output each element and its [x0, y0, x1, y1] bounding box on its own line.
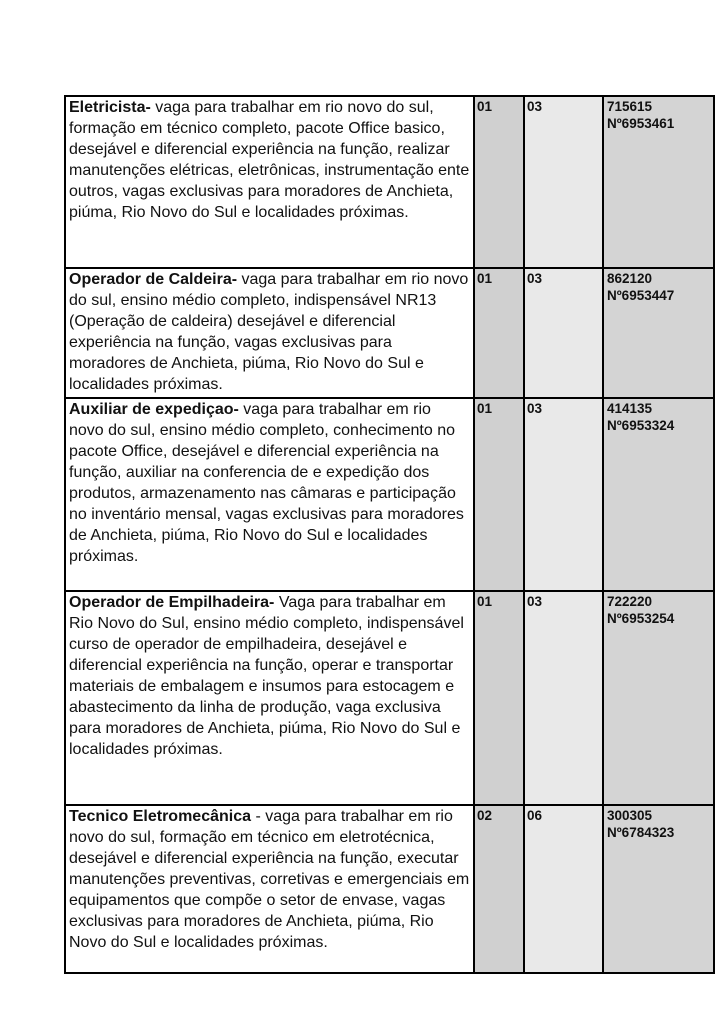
table-row	[65, 96, 714, 268]
job-code-number: Nº6953254	[607, 611, 675, 626]
secondary-quantity-value: 03	[527, 271, 543, 286]
table-row	[65, 591, 714, 805]
job-code-cell	[603, 805, 714, 973]
job-title: Operador de Caldeira-	[69, 271, 238, 288]
secondary-quantity-cell	[524, 268, 603, 398]
job-description-cell	[65, 268, 474, 398]
table-row	[65, 398, 714, 591]
job-code-number: Nº6953324	[607, 418, 675, 433]
secondary-quantity-cell	[524, 398, 603, 591]
job-title: Tecnico Eletromecânica	[69, 808, 251, 825]
job-code-number: Nº6953447	[607, 288, 675, 303]
secondary-quantity-cell	[524, 591, 603, 805]
job-description-text: vaga para trabalhar em rio novo do sul, formação em técnico completo, pacote Office basico, desejável e diferencial experiência na função, realizar manutenções elétricas, eletrônicas, instrumentação ente outros, vagas exclusivas para moradores de Anchieta, piúma, Rio Novo do Sul e localidades próximas.	[69, 99, 470, 221]
quantity-value: 02	[477, 808, 493, 823]
job-title: Auxiliar de expediçao-	[69, 401, 239, 418]
job-description-cell	[65, 591, 474, 805]
job-description-text: Vaga para trabalhar em Rio Novo do Sul, ensino médio completo, indispensável curso de operador de empilhadeira, desejável e diferencial experiência na função, operar e transportar materiais de embalagem e insumos para estocagem e abastecimento da linha de produção, vaga exclusiva para moradores de Anchieta, piúma, Rio Novo do Sul e localidades próximas.	[69, 594, 464, 758]
job-code: 414135	[607, 401, 653, 416]
job-code: 862120	[607, 271, 653, 286]
job-description-cell	[65, 805, 474, 973]
job-code-cell	[603, 96, 714, 268]
job-code-cell	[603, 268, 714, 398]
job-code-cell	[603, 398, 714, 591]
job-description-cell	[65, 96, 474, 268]
job-code-number: Nº6784323	[607, 825, 675, 840]
quantity-cell	[474, 805, 524, 973]
secondary-quantity-cell	[524, 805, 603, 973]
quantity-cell	[474, 96, 524, 268]
quantity-value: 01	[477, 99, 493, 114]
job-description-text: vaga para trabalhar em rio novo do sul, ensino médio completo, conhecimento no pacote Office, desejável e diferencial experiência na função, auxiliar na conferencia de e expedição dos produtos, armazenamento nas câmaras e participação no inventário mensal, vagas exclusivas para moradores de Anchieta, piúma, Rio Novo do Sul e localidades próximas.	[69, 401, 464, 565]
job-code-number: Nº6953461	[607, 116, 675, 131]
quantity-value: 01	[477, 271, 493, 286]
secondary-quantity-cell	[524, 96, 603, 268]
job-code-cell	[603, 591, 714, 805]
job-code: 300305	[607, 808, 653, 823]
table-row	[65, 268, 714, 398]
job-code: 722220	[607, 594, 653, 609]
table-row	[65, 805, 714, 973]
quantity-value: 01	[477, 401, 493, 416]
job-code: 715615	[607, 99, 653, 114]
secondary-quantity-value: 03	[527, 401, 543, 416]
job-description-cell	[65, 398, 474, 591]
secondary-quantity-value: 03	[527, 99, 543, 114]
job-vacancies-table	[64, 95, 715, 974]
quantity-cell	[474, 398, 524, 591]
secondary-quantity-value: 03	[527, 594, 543, 609]
quantity-cell	[474, 591, 524, 805]
quantity-value: 01	[477, 594, 493, 609]
quantity-cell	[474, 268, 524, 398]
job-title: Operador de Empilhadeira-	[69, 594, 275, 611]
job-description-text: vaga para trabalhar em rio novo do sul, ensino médio completo, indispensável NR13 (Operação de caldeira) desejável e diferencial experiência na função, vagas exclusivas para moradores de Anchieta, piúma, Rio Novo do Sul e localidades próximas.	[69, 271, 469, 393]
secondary-quantity-value: 06	[527, 808, 543, 823]
job-title: Eletricista-	[69, 99, 151, 116]
job-description-text: - vaga para trabalhar em rio novo do sul, formação em técnico em eletrotécnica, desejável e diferencial experiência na função, executar manutenções preventivas, corretivas e emergenciais em equipamentos que compõe o setor de envase, vagas exclusivas para moradores de Anchieta, piúma, Rio Novo do Sul e localidades próximas.	[69, 808, 470, 951]
